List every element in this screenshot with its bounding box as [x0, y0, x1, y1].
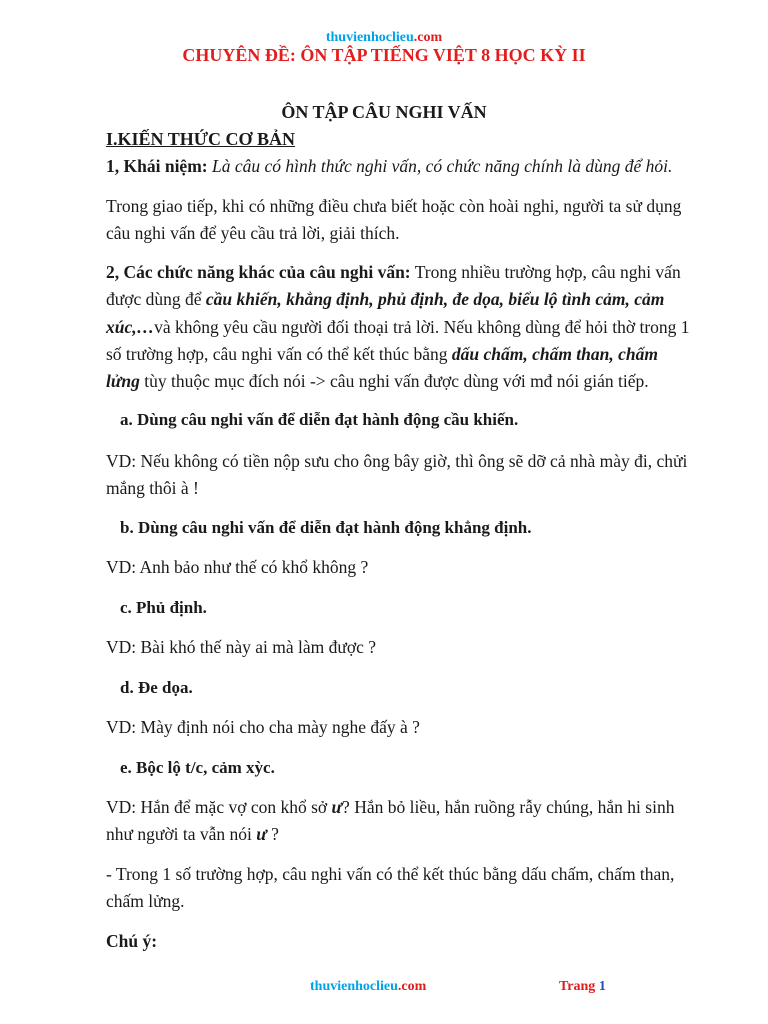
functions-line-3 [106, 314, 690, 341]
example-d: VD: Mày định nói cho cha mày nghe đấy à ? [106, 717, 420, 737]
example-a-line-1: VD: Nếu không có tiền nộp sưu cho ông bây giờ, thì ông sẽ dỡ cả nhà mày đi, chửi [106, 451, 688, 471]
page-number-value: 1 [598, 979, 606, 994]
page-number [559, 979, 606, 995]
example-e-line-2 [106, 821, 279, 848]
header-site-domain: .com [413, 30, 443, 45]
example-e-emphasis-2: ư [256, 824, 267, 844]
functions-text-1: Trong nhiều trường hợp, câu nghi vấn [410, 262, 681, 282]
header-site-name: thuvienhoclieu [325, 30, 414, 45]
heading-c: c. Phủ định. [120, 598, 207, 617]
heading-e: e. Bộc lộ t/c, cảm xỳc. [120, 758, 275, 777]
example-e-text-4: ? [266, 824, 279, 844]
functions-line-1 [106, 259, 681, 286]
example-e-emphasis-1: ư [331, 797, 343, 817]
concept-paragraph [106, 153, 672, 180]
functions-text-3: và không yêu cầu người đối thoại trả lời. Nếu không dùng để hỏi thờ trong 1 [154, 317, 690, 337]
functions-emphasis-2: xúc,… [106, 317, 155, 337]
footer-site-logo[interactable] [310, 979, 426, 995]
example-e-text-2: ? Hắn bỏ liều, hắn ruồng rẫy chúng, hắn hi sinh [342, 797, 675, 817]
functions-emphasis-4: lửng [106, 371, 140, 391]
functions-label: 2, Các chức năng khác của câu nghi vấn: [106, 262, 411, 282]
example-e-text-1: VD: Hắn để mặc vợ con khổ sở [106, 797, 332, 817]
intro-line-1: Trong giao tiếp, khi có những điều chưa biết hoặc còn hoài nghi, người ta sử dụng [106, 196, 682, 216]
note-line-1: - Trong 1 số trường hợp, câu nghi vấn có thể kết thúc bằng dấu chấm, chấm than, [106, 864, 675, 884]
page-number-label: Trang [559, 979, 599, 994]
functions-text-2: được dùng để [106, 289, 206, 309]
concept-definition: Là câu có hình thức nghi vấn, có chức năng chính là dùng để hỏi. [207, 156, 673, 176]
example-a-line-2: mắng thôi à ! [106, 478, 199, 498]
functions-text-4: số trường hợp, câu nghi vấn có thể kết thúc bằng [106, 344, 452, 364]
example-e-line-1 [106, 794, 674, 821]
functions-emphasis-1: cầu khiến, khẳng định, phủ định, đe dọa, biểu lộ tình cảm, cảm [205, 289, 665, 309]
heading-b: b. Dùng câu nghi vấn để diễn đạt hành động khẳng định. [120, 518, 532, 537]
concept-label: 1, Khái niệm: [106, 156, 208, 176]
heading-d: d. Đe dọa. [120, 678, 193, 697]
section-heading: I.KIẾN THỨC CƠ BẢN [106, 129, 296, 149]
topic-heading: CHUYÊN ĐỀ: ÔN TẬP TIẾNG VIỆT 8 HỌC KỲ II [182, 45, 586, 65]
heading-a: a. Dùng câu nghi vấn để diễn đạt hành động cầu khiến. [120, 410, 519, 429]
footer-site-name: thuvienhoclieu [310, 979, 398, 994]
note-line-2: chấm lửng. [106, 891, 185, 911]
intro-line-2: câu nghi vấn để yêu cầu trả lời, giải thích. [106, 223, 400, 243]
example-c: VD: Bài khó thế này ai mà làm được ? [106, 637, 376, 657]
footer-site-domain: .com [397, 979, 427, 994]
note-label: Chú ý: [106, 931, 158, 951]
example-b: VD: Anh bảo như thế có khổ không ? [106, 557, 369, 577]
functions-emphasis-3: dấu chấm, chấm than, chấm [451, 344, 658, 364]
functions-line-4 [106, 341, 658, 368]
functions-line-5 [106, 368, 649, 395]
functions-line-2 [106, 286, 664, 313]
header-site-logo[interactable] [0, 30, 768, 46]
example-e-text-3: như người ta vẫn nói [106, 824, 257, 844]
page-title: ÔN TẬP CÂU NGHI VẤN [281, 102, 487, 122]
functions-text-5: tùy thuộc mục đích nói -> câu nghi vấn được dùng với mđ nói gián tiếp. [139, 371, 649, 391]
